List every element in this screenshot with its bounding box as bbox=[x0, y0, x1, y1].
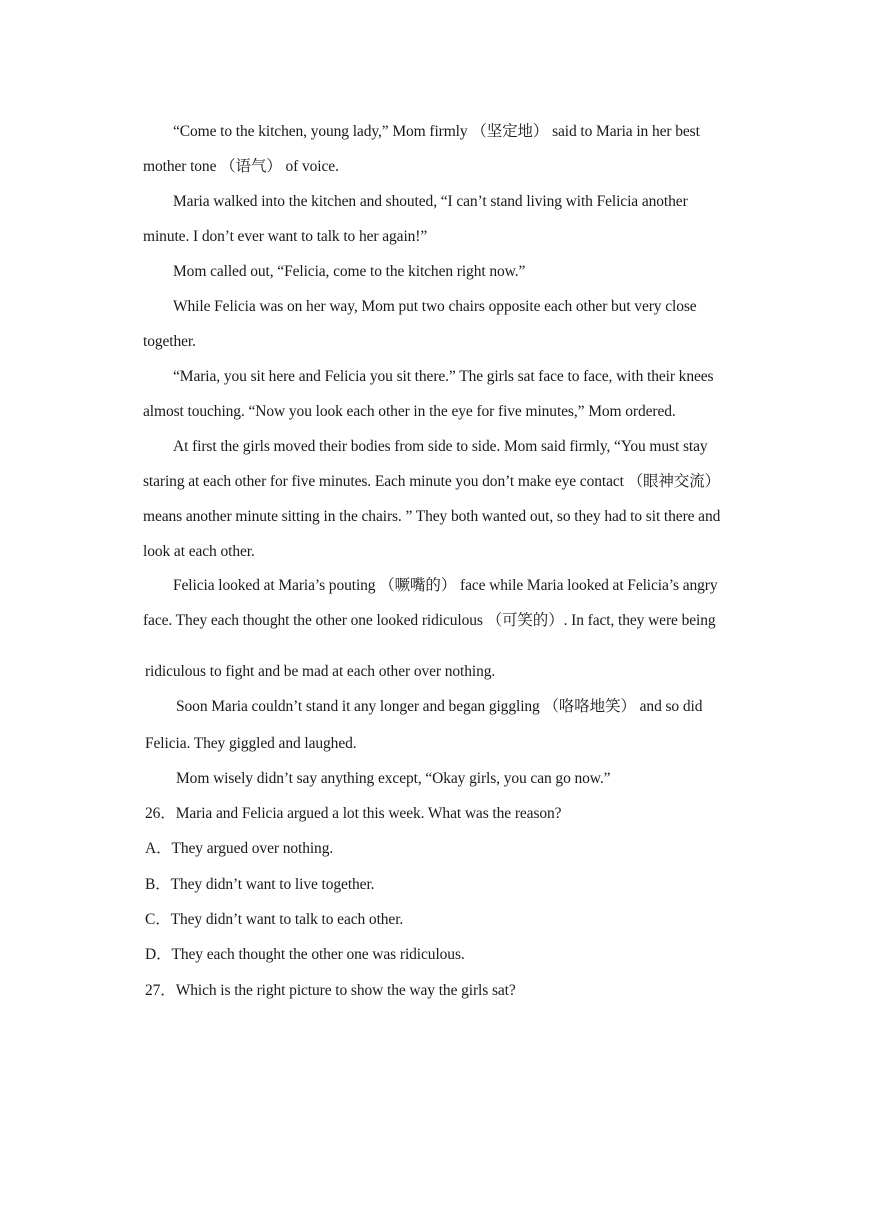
passage-line: At first the girls moved their bodies from side to side. Mom said firmly, “You must stay bbox=[173, 438, 708, 455]
passage-line: “Maria, you sit here and Felicia you sit there.” The girls sat face to face, with their knees bbox=[173, 368, 714, 385]
passage-line: Felicia looked at Maria’s pouting （噘嘴的） face while Maria looked at Felicia’s angry bbox=[173, 577, 718, 594]
question-stem: 27．Which is the right picture to show the way the girls sat? bbox=[145, 982, 516, 999]
passage-line: mother tone （语气） of voice. bbox=[143, 158, 339, 175]
answer-option: B．They didn’t want to live together. bbox=[145, 876, 375, 893]
answer-option: A．They argued over nothing. bbox=[145, 840, 334, 857]
passage-line: face. They each thought the other one looked ridiculous （可笑的）. In fact, they were being bbox=[143, 612, 716, 629]
passage-line: “Come to the kitchen, young lady,” Mom firmly （坚定地） said to Maria in her best bbox=[173, 123, 700, 140]
answer-option: D．They each thought the other one was ridiculous. bbox=[145, 946, 465, 963]
passage-line: together. bbox=[143, 333, 196, 350]
answer-option: C．They didn’t want to talk to each other. bbox=[145, 911, 404, 928]
question-stem: 26．Maria and Felicia argued a lot this week. What was the reason? bbox=[145, 805, 562, 822]
passage-line: ridiculous to fight and be mad at each other over nothing. bbox=[145, 663, 496, 680]
passage-line: means another minute sitting in the chairs. ” They both wanted out, so they had to sit there and bbox=[143, 508, 721, 525]
passage-line: While Felicia was on her way, Mom put two chairs opposite each other but very close bbox=[173, 298, 697, 315]
passage-line: Mom called out, “Felicia, come to the kitchen right now.” bbox=[173, 263, 526, 280]
passage-line: staring at each other for five minutes. Each minute you don’t make eye contact （眼神交流） bbox=[143, 473, 721, 490]
passage-line: Felicia. They giggled and laughed. bbox=[145, 735, 357, 752]
passage-line: almost touching. “Now you look each other in the eye for five minutes,” Mom ordered. bbox=[143, 403, 676, 420]
passage-line: Mom wisely didn’t say anything except, “Okay girls, you can go now.” bbox=[176, 770, 611, 787]
passage-line: Maria walked into the kitchen and shouted, “I can’t stand living with Felicia another bbox=[173, 193, 688, 210]
passage-line: look at each other. bbox=[143, 543, 255, 560]
passage-line: Soon Maria couldn’t stand it any longer and began giggling （咯咯地笑） and so did bbox=[176, 698, 703, 715]
passage-line: minute. I don’t ever want to talk to her again!” bbox=[143, 228, 428, 245]
